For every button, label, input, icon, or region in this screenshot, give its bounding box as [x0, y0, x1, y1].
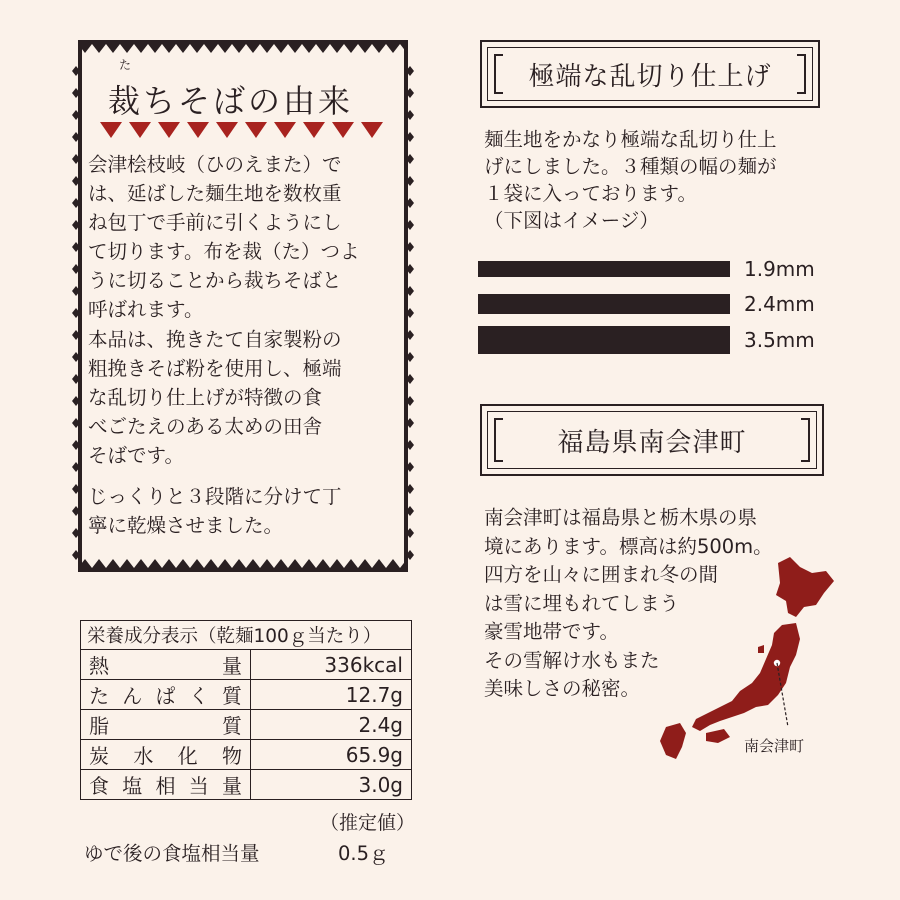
nutrition-value: 3.0g — [251, 770, 412, 800]
nutrition-label-char: た — [89, 684, 109, 708]
estimate-note: （推定値） — [320, 812, 416, 834]
nutrition-label-char: 質 — [222, 684, 242, 708]
nutrition-label-char: 当 — [188, 774, 209, 798]
noodle-bar-1-9mm — [478, 261, 730, 277]
red-triangle — [332, 122, 354, 138]
red-triangle — [216, 122, 238, 138]
noodle-bar-2-4mm — [478, 294, 730, 314]
nutrition-label-char: ん — [122, 684, 143, 708]
town-description: 南会津町は福島県と栃木県の県 境にあります。標高は約500m。 四方を山々に囲まれ冬の間 は雪に埋もれてしまう 豪雪地帯です。 その雪解け水もまた 美味しさの秘密。 — [484, 506, 773, 700]
nutrition-label-char: 相 — [155, 774, 176, 798]
cut-description: 麺生地をかなり極端な乱切り仕上 げにしました。３種類の幅の麺が １袋に入っております。 （下図はイメージ） — [484, 128, 777, 232]
red-triangle — [361, 122, 383, 138]
boiled-salt-value: 0.5ｇ — [338, 842, 389, 865]
bracket-right-icon — [801, 418, 810, 462]
nutrition-label — [81, 770, 251, 800]
nutrition-row — [81, 770, 412, 800]
nutrition-row — [81, 740, 412, 770]
nutrition-row — [81, 680, 412, 710]
nutrition-header: 栄養成分表示（乾麺100ｇ当たり） — [81, 621, 412, 650]
nutrition-label-char: ぱ — [155, 684, 176, 708]
nutrition-value: 65.9g — [251, 740, 412, 770]
nutrition-label-char: 量 — [222, 654, 242, 678]
nutrition-label-char: 塩 — [122, 774, 143, 798]
nutrition-label-char: 物 — [221, 744, 242, 768]
nutrition-table — [80, 620, 412, 800]
nutrition-row — [81, 710, 412, 740]
red-triangle-ornament — [100, 122, 390, 140]
bracket-right-icon — [797, 54, 806, 94]
noodle-width-label: 1.9mm — [744, 257, 815, 281]
red-triangle — [158, 122, 180, 138]
nutrition-label-char: 熱 — [89, 654, 109, 678]
zigzag-border-bottom — [78, 558, 408, 572]
nutrition-label-char: く — [188, 684, 209, 708]
nutrition-label-char: 水 — [133, 744, 154, 768]
zigzag-border-top — [78, 40, 408, 54]
nutrition-value: 12.7g — [251, 680, 412, 710]
nutrition-label — [81, 740, 251, 770]
noodle-width-label: 2.4mm — [744, 292, 815, 316]
map-town-label: 南会津町 — [744, 737, 805, 755]
red-triangle — [274, 122, 296, 138]
red-triangle — [100, 122, 122, 138]
nutrition-header-row — [81, 621, 412, 650]
noodle-bar-3-5mm — [478, 326, 730, 354]
nutrition-label — [81, 650, 251, 680]
cut-title-box — [480, 40, 820, 108]
title-ruby: た — [119, 58, 132, 72]
nutrition-label — [81, 710, 251, 740]
red-triangle — [129, 122, 151, 138]
noodle-width-label: 3.5mm — [744, 328, 815, 352]
nutrition-label — [81, 680, 251, 710]
side-ornament-left — [70, 60, 82, 560]
nutrition-label-char: 化 — [177, 744, 198, 768]
town-title: 福島県南会津町 — [557, 427, 747, 458]
town-title-box — [480, 404, 824, 476]
origin-paragraph-1: 会津桧枝岐（ひのえまた）で は、延ばした麺生地を数枚重 ね包丁で手前に引くようにし て切ります。布を裁（た）つよ うに切ることから裁ちそばと 呼ばれます。 — [88, 153, 360, 321]
nutrition-label-char: 量 — [222, 774, 242, 798]
nutrition-value: 2.4g — [251, 710, 412, 740]
cut-title: 極端な乱切り仕上げ — [528, 61, 772, 92]
bracket-left-icon — [494, 418, 503, 462]
red-triangle — [303, 122, 325, 138]
nutrition-value: 336kcal — [251, 650, 412, 680]
red-triangle — [187, 122, 209, 138]
origin-paragraph-2: 本品は、挽きたて自家製粉の 粗挽きそば粉を使用し、極端 な乱切り仕上げが特徴の食 べごたえのある太めの田舎 そばです。 — [88, 328, 342, 467]
nutrition-row — [81, 650, 412, 680]
nutrition-label-char: 食 — [89, 774, 109, 798]
red-triangle — [245, 122, 267, 138]
boiled-salt-label: ゆで後の食塩相当量 — [84, 842, 260, 865]
nutrition-label-char: 脂 — [89, 714, 109, 738]
origin-title: 裁ちそばの由来 — [108, 82, 354, 120]
origin-paragraph-3: じっくりと３段階に分けて丁 寧に乾燥させました。 — [88, 485, 342, 537]
bracket-left-icon — [494, 54, 503, 94]
nutrition-label-char: 炭 — [89, 744, 109, 768]
nutrition-label-char: 質 — [222, 714, 242, 738]
